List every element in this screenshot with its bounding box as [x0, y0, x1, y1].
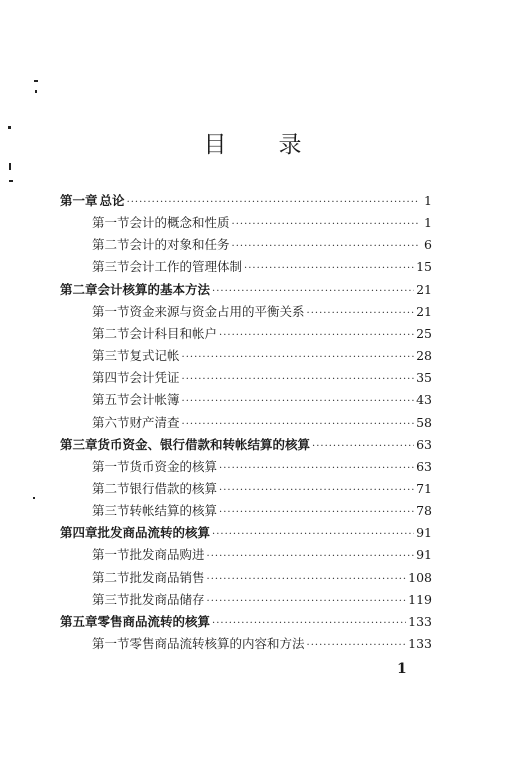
- toc-number: 第六节: [92, 414, 130, 430]
- toc-title: 货币资金的核算: [129, 458, 218, 474]
- dot-leader: [182, 419, 415, 430]
- dot-leader: [182, 374, 415, 385]
- toc-title: 货币资金、银行借款和转帐结算的核算: [97, 436, 311, 452]
- toc-number: 第四章: [60, 525, 98, 541]
- toc-page-number: 21: [416, 281, 432, 297]
- toc-title: 零售商品流转的核算: [97, 613, 211, 629]
- scan-mark: [34, 80, 38, 82]
- toc-section-row: [92, 257, 432, 277]
- toc-page-number: 1: [424, 215, 432, 231]
- dot-leader: [207, 596, 407, 607]
- page-number: 1: [397, 661, 407, 677]
- toc-section-row: [92, 346, 432, 366]
- dot-leader: [207, 574, 407, 585]
- scan-mark: [9, 163, 11, 170]
- toc-title: 会计凭证: [129, 370, 180, 386]
- toc-title: 零售商品流转核算的内容和方法: [129, 636, 305, 651]
- toc-number: 第三节: [92, 259, 130, 275]
- dot-leader: [212, 618, 406, 629]
- toc-title: 财产清查: [129, 414, 180, 430]
- title-char: 录: [278, 132, 302, 158]
- toc-page-number: 58: [416, 414, 432, 430]
- toc-number: 第五章: [60, 613, 98, 629]
- dot-leader: [212, 529, 414, 540]
- dot-leader: [307, 640, 407, 651]
- toc-chapter-row: [60, 435, 432, 455]
- toc-section-row: [92, 413, 432, 433]
- toc-title: 批发商品储存: [129, 591, 205, 607]
- title-char: 目: [203, 132, 227, 158]
- toc-chapter-row: [60, 612, 432, 632]
- toc-title: 会计的概念和性质: [129, 215, 230, 231]
- toc-number: 第三章: [60, 436, 98, 452]
- toc-page-number: 43: [416, 392, 432, 408]
- toc-page-number: 21: [416, 303, 432, 319]
- toc-page-number: 63: [416, 436, 432, 452]
- toc-page-number: 91: [416, 525, 432, 541]
- dot-leader: [219, 485, 414, 496]
- dot-leader: [182, 396, 415, 407]
- toc-section-row: [92, 324, 432, 344]
- toc-number: 第二节: [92, 325, 130, 341]
- dot-leader: [127, 197, 420, 208]
- scan-mark: [35, 90, 37, 93]
- toc-number: 第二节: [92, 569, 130, 585]
- toc-title: 会计科目和帐户: [129, 325, 218, 341]
- toc-page-number: 25: [416, 325, 432, 341]
- toc-section-row: [92, 545, 432, 565]
- toc-number: 第二章: [60, 281, 98, 297]
- toc-section-row: [92, 634, 432, 654]
- toc-section-row: [92, 368, 432, 388]
- dot-leader: [219, 330, 414, 341]
- toc-title: 会计的对象和任务: [129, 237, 230, 253]
- dot-leader: [232, 219, 420, 230]
- toc-page-number: 119: [408, 591, 432, 607]
- toc-number: 第一节: [92, 303, 130, 319]
- toc-page-number: 6: [424, 237, 432, 253]
- toc-chapter-row: [60, 191, 432, 211]
- toc-chapter-row: [60, 280, 432, 300]
- toc-title: 银行借款的核算: [129, 480, 218, 496]
- dot-leader: [232, 241, 420, 252]
- toc-number: 第二节: [92, 480, 130, 496]
- toc-page-number: 78: [416, 503, 432, 519]
- toc-number: 第一节: [92, 547, 130, 563]
- toc-title: 批发商品销售: [129, 569, 205, 585]
- toc-title: 批发商品流转的核算: [97, 525, 211, 541]
- toc-number: 第四节: [92, 370, 130, 386]
- toc-title: 批发商品购进: [129, 547, 205, 563]
- dot-leader: [207, 551, 415, 562]
- toc-page-number: 108: [408, 569, 432, 585]
- toc-number: 第一章: [60, 193, 98, 208]
- toc-number: 第一节: [92, 458, 130, 474]
- toc-number: 第五节: [92, 392, 130, 408]
- toc-title: 会计工作的管理体制: [129, 259, 243, 275]
- toc-page-number: 35: [416, 370, 432, 386]
- toc-number: 第三节: [92, 591, 130, 607]
- dot-leader: [219, 463, 414, 474]
- toc-section-row: [92, 501, 432, 521]
- toc-page-number: 1: [424, 193, 432, 208]
- page-title: [0, 126, 505, 159]
- toc-page-number: 15: [416, 259, 432, 275]
- toc-number: 第一节: [92, 636, 130, 651]
- toc-section-row: [92, 213, 432, 233]
- toc-title: 转帐结算的核算: [129, 503, 218, 519]
- toc-number: 第三节: [92, 348, 130, 364]
- toc-number: 第三节: [92, 503, 130, 519]
- toc-page-number: 28: [416, 348, 432, 364]
- toc-title: 会计核算的基本方法: [97, 281, 211, 297]
- toc-section-row: [92, 390, 432, 410]
- dot-leader: [212, 286, 414, 297]
- toc-section-row: [92, 590, 432, 610]
- dot-leader: [219, 507, 414, 518]
- toc-page-number: 63: [416, 458, 432, 474]
- toc-section-row: [92, 235, 432, 255]
- toc-title: 复式记帐: [129, 348, 180, 364]
- toc-section-row: [92, 568, 432, 588]
- toc-page-number: 133: [408, 613, 432, 629]
- toc-title: 总论: [99, 193, 125, 208]
- toc-title: 会计帐簿: [129, 392, 180, 408]
- dot-leader: [312, 441, 414, 452]
- dot-leader: [244, 263, 414, 274]
- toc-chapter-row: [60, 523, 432, 543]
- toc-page-number: 91: [416, 547, 432, 563]
- dot-leader: [307, 308, 415, 319]
- scan-mark: [33, 497, 35, 499]
- toc-section-row: [92, 479, 432, 499]
- toc-section-row: [92, 302, 432, 322]
- toc-number: 第一节: [92, 215, 130, 231]
- toc-page-number: 71: [416, 480, 432, 496]
- scan-mark: [9, 180, 13, 182]
- toc-page-number: 133: [408, 636, 432, 651]
- dot-leader: [182, 352, 415, 363]
- toc-number: 第二节: [92, 237, 130, 253]
- toc-section-row: [92, 457, 432, 477]
- toc-title: 资金来源与资金占用的平衡关系: [129, 303, 305, 319]
